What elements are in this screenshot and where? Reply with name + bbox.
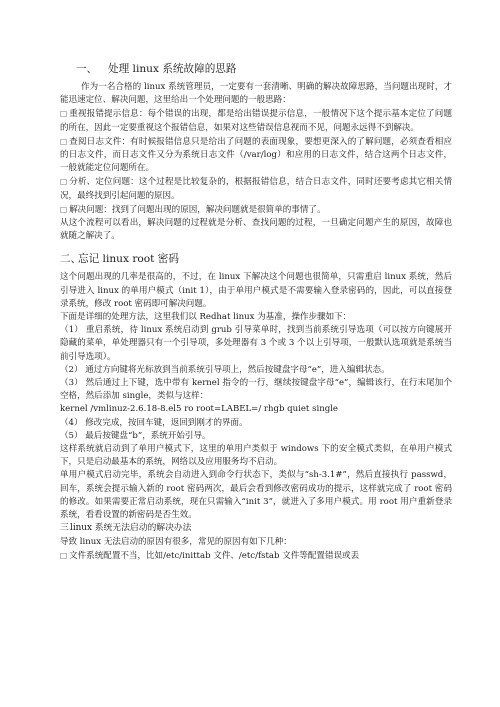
step-4: （4） 修改完成，按回车键，返回到刚才的界面。 [60, 417, 248, 428]
section1-number: 一、 [76, 63, 98, 75]
section3-heading [60, 522, 452, 535]
section3-paragraph: 导致 linux 无法启动的原因有很多，常见的原因有如下几种： [60, 536, 292, 547]
section1-heading [76, 62, 452, 77]
section1-intro: 作为一名合格的 linux 系统管理员，一定要有一套清晰、明确的解决故障思路，当问题出现时，才能迅速定位、解决问题，这里给出一个处理问题的一般思路： [60, 82, 452, 106]
section2-paragraph: 下面是详细的处理方法，这里我们以 Redhat linux 为基准，操作步骤如下： [60, 312, 352, 323]
step-3: （3） 然后通过上下键，选中带有 kernel 指令的一行，继续按键盘字母“e”，编辑该行，在行末尾加个空格，然后添加 single，类似与这样： [60, 378, 452, 402]
section1-bullet: □ 分析、定位问题：这个过程是比较复杂的，根据报错信息，结合日志文件，同时还要考虑其它相关情况，最终找到引起问题的原因。 [60, 175, 452, 202]
section3-bullet: □ 文件系统配置不当，比如/etc/inittab 文件、/etc/fstab 文件等配置错误或丢 [60, 549, 452, 563]
section1-bullet: □ 解决问题：找到了问题出现的原因，解决问题就是很简单的事情了。 [60, 203, 452, 217]
section3-title: linux 系统无法启动的解决办法 [70, 523, 192, 534]
section2-title: 忘记 linux root 密码 [78, 253, 179, 266]
section2-heading [60, 252, 452, 267]
step-5: （5） 最后按键盘“b”，系统开始引导。 [60, 430, 211, 441]
section1-bullet: □ 查阅日志文件：有时候报错信息只是给出了问题的表面现象，要想更深入的了解问题，必须查看相应的日志文件，而日志文件又分为系统日志文件（/var/log）和应用的日志文件，结合这两个日志文件，一般就能定位问题所在。 [60, 135, 452, 176]
section2-paragraph: 这样系统就启动到了单用户模式下，这里的单用户类似于 windows 下的安全模式类似，在单用户模式下，只是启动最基本的系统，网络以及应用服务均不启动。 [60, 444, 452, 468]
kernel-command-line: kernel /vmlinuz-2.6.18-8.el5 ro root=LABEL=/ rhgb quiet single [60, 404, 338, 415]
section2-paragraph: 这个问题出现的几率是很高的，不过，在 linux 下解决这个问题也很简单，只需重启 linux 系统，然后引导进入 linux 的单用户模式（init 1），由于单用户模式是不需要输入登录密码的，因此，可以直接登录系统，修改 root 密码即可解决问题。 [60, 272, 452, 309]
section1-summary: 从这个流程可以看出，解决问题的过程就是分析、查找问题的过程，一旦确定问题产生的原因，故障也就随之解决了。 [60, 218, 452, 242]
section2-paragraph: 单用户模式启动完毕，系统会自动进入到命令行状态下，类似与“sh-3.1#”，然后直接执行 passwd，回车，系统会提示输入新的 root 密码两次，最后会看到修改密码成功的提示，这样就完成了 root 密码的修改。如果需要正常启动系统，现在只需输入“init 3”，就进入了多用户模式。用 root 用户重新登录系统，看看设置的新密码是否生效。 [60, 470, 452, 521]
section1-bullet: □ 重视报错提示信息：每个错误的出现，都是给出错误提示信息，一般情况下这个提示基本定位了问题的所在，因此一定要重视这个报错信息，如果对这些错误信息视而不见，问题永远得不到解决。 [60, 107, 452, 134]
step-2: （2） 通过方向键将光标放到当前系统引导项上，然后按键盘字母“e”，进入编辑状态。 [60, 364, 390, 375]
section1-title: 处理 linux 系统故障的思路 [108, 63, 237, 75]
section2-number: 二、 [60, 253, 82, 266]
step-1: （1） 重启系统，待 linux 系统启动到 grub 引导菜单时，找到当前系统引导选项（可以按方向键展开隐藏的菜单，单处理器只有一个引导项，多处理器有 3 个或 3 个以上引导项，一般默认选项就是系统当前引导选项）。 [60, 325, 452, 362]
section3-number: 三 [60, 523, 69, 534]
